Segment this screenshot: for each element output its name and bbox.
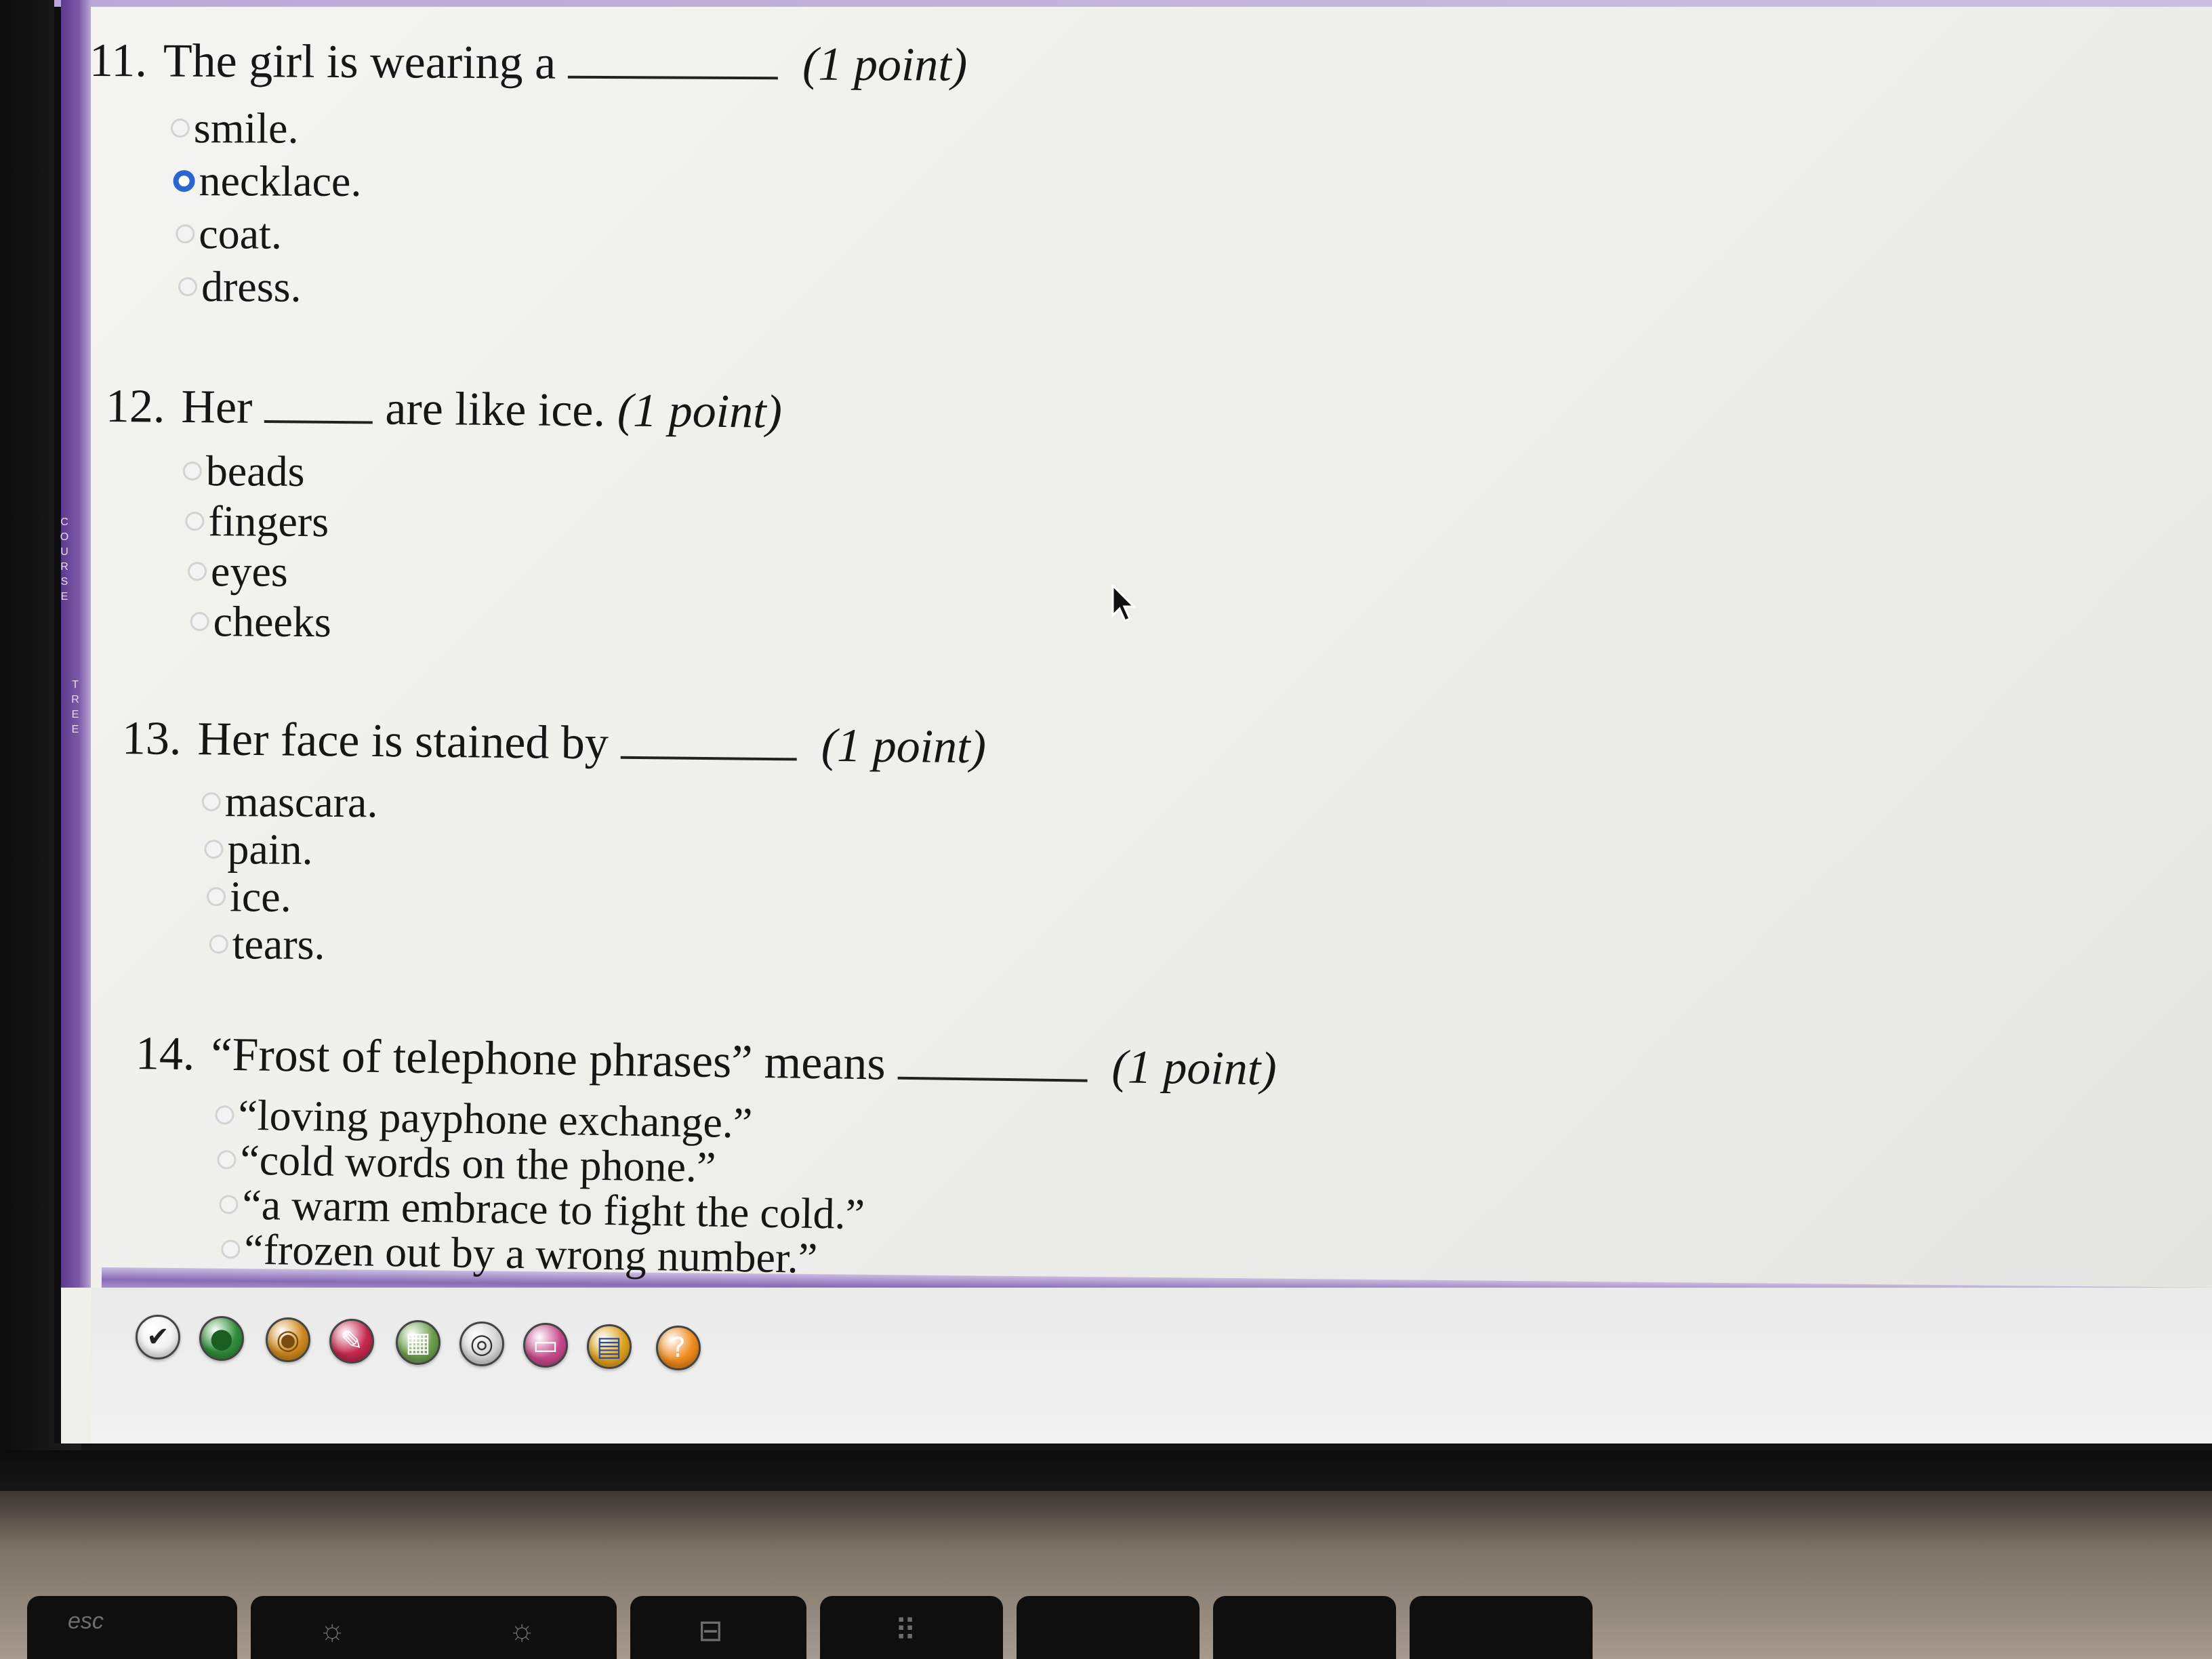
answer-option-label: coat. bbox=[199, 209, 283, 258]
question-stem bbox=[89, 34, 968, 93]
question-points: (1 point) bbox=[802, 38, 968, 91]
answer-option[interactable] bbox=[221, 1227, 865, 1282]
answer-option[interactable] bbox=[202, 778, 378, 826]
answer-blank bbox=[264, 416, 373, 424]
brightness-up-icon: ☼ bbox=[508, 1614, 536, 1647]
question-text: Her face is stained by bbox=[197, 713, 609, 770]
rail-label-course: COURSE bbox=[60, 516, 69, 602]
esc-key[interactable]: esc bbox=[27, 1596, 237, 1659]
radio-button[interactable] bbox=[217, 1150, 236, 1169]
answer-option-label: fingers bbox=[208, 497, 329, 546]
answer-blank bbox=[568, 72, 778, 80]
question-points: (1 point) bbox=[617, 384, 783, 438]
radio-button[interactable] bbox=[219, 1195, 238, 1214]
mouse-cursor-icon bbox=[1111, 584, 1139, 625]
check-icon[interactable]: ✔ bbox=[136, 1315, 180, 1359]
radio-button[interactable] bbox=[190, 612, 209, 631]
answer-option-label: “cold words on the phone.” bbox=[239, 1135, 716, 1191]
answer-option-label: tears. bbox=[232, 920, 325, 968]
answer-option-label: dress. bbox=[201, 262, 302, 311]
answer-blank bbox=[621, 752, 797, 761]
question-text: The girl is wearing a bbox=[163, 35, 556, 89]
answer-option[interactable] bbox=[176, 207, 361, 261]
window-icon[interactable]: ▭ bbox=[523, 1323, 568, 1368]
question-points: (1 point) bbox=[1111, 1041, 1277, 1096]
notebook-icon[interactable]: ▤ bbox=[587, 1324, 632, 1369]
answer-option[interactable] bbox=[190, 596, 331, 647]
radio-button[interactable] bbox=[171, 119, 190, 138]
mission-control-icon: ⊟ bbox=[698, 1614, 723, 1647]
radio-button[interactable] bbox=[183, 462, 202, 480]
world-icon[interactable]: ◉ bbox=[266, 1317, 310, 1362]
question-number: 12. bbox=[105, 380, 165, 433]
toolbar bbox=[91, 1288, 2212, 1443]
f4-launchpad-key[interactable] bbox=[820, 1596, 1003, 1659]
answer-option-label: eyes bbox=[210, 547, 288, 596]
answer-option[interactable] bbox=[188, 546, 332, 597]
radio-button[interactable] bbox=[209, 935, 228, 954]
rail-label-tree: TREE bbox=[71, 679, 79, 735]
answer-option-label: “frozen out by a wrong number.” bbox=[243, 1225, 818, 1282]
answer-option-label: beads bbox=[205, 447, 305, 495]
answer-option-label: “loving payphone exchange.” bbox=[237, 1090, 753, 1147]
answer-options bbox=[170, 102, 362, 314]
answer-option[interactable] bbox=[207, 873, 377, 921]
question-stem bbox=[106, 380, 783, 440]
help-icon[interactable]: ? bbox=[656, 1326, 701, 1370]
radio-button[interactable] bbox=[176, 224, 194, 243]
calculator-icon[interactable]: ▦ bbox=[396, 1320, 441, 1365]
answer-blank bbox=[897, 1073, 1087, 1082]
globe-icon[interactable]: ● bbox=[199, 1316, 244, 1361]
radio-button[interactable] bbox=[202, 792, 221, 811]
answer-option[interactable] bbox=[204, 825, 377, 874]
answer-option[interactable] bbox=[178, 260, 361, 314]
radio-button[interactable] bbox=[207, 887, 226, 906]
course-tree-rail[interactable] bbox=[61, 0, 91, 1288]
answer-option-label: cheeks bbox=[213, 597, 331, 647]
answer-options bbox=[201, 778, 378, 968]
radio-button[interactable] bbox=[221, 1240, 240, 1258]
question-number: 14. bbox=[135, 1027, 196, 1081]
question-number: 13. bbox=[121, 712, 182, 765]
answer-option-label: necklace. bbox=[199, 157, 362, 205]
radio-button[interactable] bbox=[215, 1105, 234, 1124]
radio-button-selected[interactable] bbox=[173, 170, 195, 192]
answer-option[interactable] bbox=[209, 920, 377, 968]
radio-button[interactable] bbox=[185, 512, 204, 531]
target-icon[interactable]: ◎ bbox=[459, 1322, 504, 1366]
question-number: 11. bbox=[89, 35, 148, 87]
question-text: “Frost of telephone phrases” means bbox=[210, 1028, 886, 1090]
pin-icon[interactable]: ✎ bbox=[329, 1319, 374, 1364]
answer-option[interactable] bbox=[185, 496, 332, 547]
f3-mission-control-key[interactable] bbox=[630, 1596, 806, 1659]
f7-key[interactable] bbox=[1410, 1596, 1593, 1659]
question-text-after: are like ice. bbox=[385, 382, 606, 437]
radio-button[interactable] bbox=[188, 562, 207, 581]
answer-option[interactable] bbox=[183, 446, 333, 497]
f2-brightness-up-key[interactable] bbox=[447, 1596, 617, 1659]
answer-option-label: “a warm embrace to fight the cold.” bbox=[241, 1180, 865, 1239]
question-points: (1 point) bbox=[821, 719, 987, 774]
window-top-accent bbox=[54, 0, 2212, 7]
answer-option[interactable] bbox=[173, 155, 361, 208]
launchpad-icon: ⠿ bbox=[895, 1614, 917, 1647]
answer-option-label: smile. bbox=[193, 104, 299, 152]
brightness-down-icon: ☼ bbox=[319, 1614, 346, 1647]
question-text: Her bbox=[181, 380, 253, 434]
radio-button[interactable] bbox=[204, 840, 223, 859]
answer-options bbox=[213, 1092, 867, 1282]
answer-option[interactable] bbox=[171, 102, 362, 155]
f5-key[interactable] bbox=[1017, 1596, 1200, 1659]
answer-option-label: mascara. bbox=[224, 777, 378, 827]
answer-option-label: pain. bbox=[227, 825, 313, 874]
answer-option-label: ice. bbox=[229, 872, 291, 921]
answer-options bbox=[182, 446, 332, 647]
question-stem bbox=[122, 712, 987, 775]
f6-key[interactable] bbox=[1213, 1596, 1396, 1659]
radio-button[interactable] bbox=[178, 277, 197, 296]
